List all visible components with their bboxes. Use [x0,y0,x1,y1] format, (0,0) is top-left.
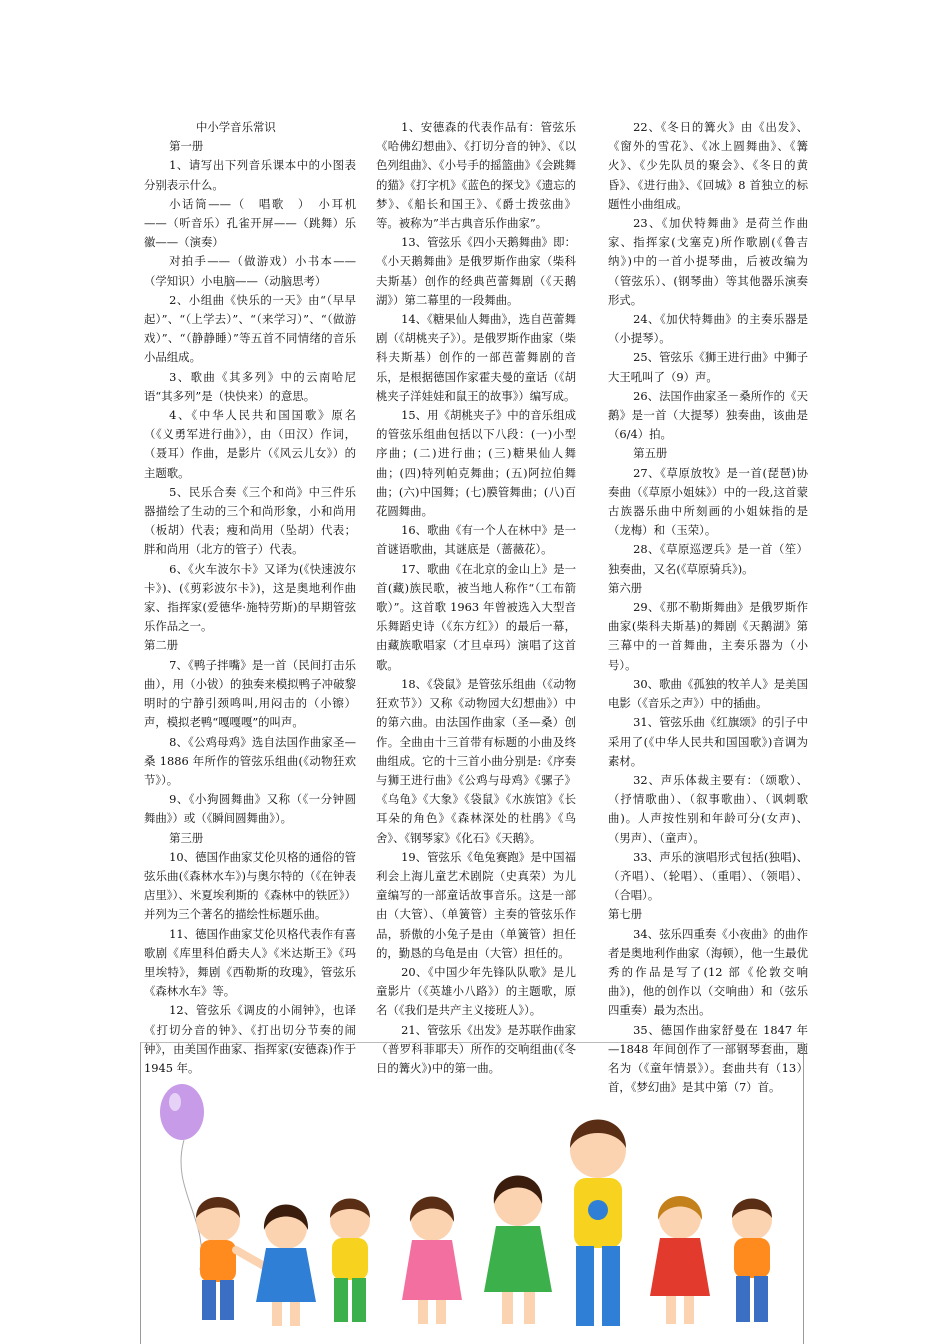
child-figure [732,1199,772,1323]
children-illustration [140,1070,804,1344]
col3-paragraph: 第六册 [608,580,643,595]
col1-paragraph: 小话筒——（ 唱歌 ） 小耳机——（听音乐）孔雀开屏——（跳舞）乐徽——（演奏） [144,196,356,250]
col1-paragraph: 3、歌曲《其多列》中的云南哈尼语“其多列”是（快快来）的意思。 [144,369,356,403]
child-figure [402,1197,462,1325]
child-figure [484,1176,552,1325]
col3-paragraph: 28、《草原巡逻兵》是一首（笙）独奏曲，又名(《草原骑兵》)。 [608,542,808,576]
col1-paragraph: 12、管弦乐《调皮的小闹钟》，也译《打切分音的钟》、《打出切分节奏的闹钟》，由美国作曲家、指挥家(安德森)作于 1945 年。 [144,1003,356,1075]
col3-paragraph: 27、《草原放牧》是一首(琵琶)协奏曲（《草原小姐妹》）中的一段,这首蒙古族器乐曲中所刻画的小姐妹指的是（龙梅）和（玉荣）。 [608,465,808,538]
child-figure [650,1196,710,1324]
col1-paragraph: 第一册 [169,139,204,154]
col1-paragraph: 7、《鸭子拌嘴》是一首（民间打击乐曲），用（小钹）的独奏来模拟鸭子冲破黎明时的宁静引颈鸣叫,用闷击的（小镲）声，模拟老鸭“嘎嘎嘎”的叫声。 [144,657,356,730]
col3-paragraph: 33、声乐的演唱形式包括(独唱)、（齐唱）、（轮唱）、（重唱）、（领唱）、（合唱）。 [608,849,808,903]
col3-paragraph: 第五册 [633,446,668,461]
col1-paragraph: 11、德国作曲家艾伦贝格代表作有喜歌剧《库里科伯爵夫人》《米达斯王》《玛里埃特》，舞剧《西勒斯的玫瑰》，管弦乐《森林水车》等。 [144,926,356,999]
col3-paragraph: 26、法国作曲家圣－桑所作的《天鹅》是一首（大提琴）独奏曲，该曲是（6/4）拍。 [608,388,808,442]
col1-paragraph: 10、德国作曲家艾伦贝格的通俗的管弦乐曲(《森林水车》)与奥尔特的（《在钟表店里》）、米夏埃利斯的《森林中的铁匠》）并列为三个著名的描绘性标题乐曲。 [144,849,356,922]
col3-paragraph: 24、《加伏特舞曲》的主奏乐器是（小提琴）。 [608,312,808,346]
col2-paragraph: 18、《袋鼠》是管弦乐组曲（《动物狂欢节》）又称《动物园大幻想曲》）中的第六曲。由法国作曲家（圣—桑）创作。全曲由十三首带有标题的小曲及终曲组成。它的十三首小曲分别是:《序奏与狮王进行曲》《公鸡与母鸡》《骡子》《乌龟》《大象》《袋鼠》《水族馆》《长耳朵的角色》《森林深处的杜鹃》《鸟舍》、《钢琴家》《化石》《天鹅》。 [376,676,576,845]
col2-paragraph: 21、管弦乐《出发》是苏联作曲家（普罗科菲耶夫）所作的交响组曲(《冬日的篝火》)中的第一曲。 [376,1022,576,1075]
col1-paragraph: 中小学音乐常识 [196,120,276,134]
col3-paragraph: 第七册 [608,907,643,922]
col1-paragraph: 8、《公鸡母鸡》选自法国作曲家圣—桑 1886 年所作的管弦乐组曲(《动物狂欢节》）。 [144,734,356,787]
col3-paragraph: 25、管弦乐《狮王进行曲》中狮子大王吼叫了（9）声。 [608,350,808,384]
col2-paragraph: 20、《中国少年先锋队队歌》是儿童影片（《英雄小八路》）的主题歌，原名（《我们是共产主义接班人》）。 [376,964,576,1018]
col2-paragraph: 13、管弦乐《四小天鹅舞曲》即：《小天鹅舞曲》是俄罗斯作曲家（柴科夫斯基）创作的经典芭蕾舞剧（《天鹅湖》）第二幕里的一段舞曲。 [376,235,576,307]
child-figure [196,1197,264,1320]
col3-paragraph: 32、声乐体裁主要有：（颂歌）、（抒情歌曲）、（叙事歌曲）、（讽刺歌曲)。人声按性别和年龄可分(女声)、（男声）、（童声）。 [608,772,808,845]
col1-paragraph: 第二册 [144,638,179,653]
col3-paragraph: 23、《加伏特舞曲》是荷兰作曲家、指挥家(戈塞克)所作歌剧(《鲁吉纳》)中的一首小提琴曲，后被改编为（管弦乐）、(钢琴曲）等其他器乐演奏形式。 [608,216,808,307]
col1-paragraph: 1、请写出下列音乐课本中的小图表分别表示什么。 [144,158,356,192]
col1-paragraph: 9、《小狗圆舞曲》又称（《一分钟圆舞曲》）或（《瞬间圆舞曲》）。 [144,792,356,826]
col3-paragraph: 35、德国作曲家舒曼在 1847 年—1848 年间创作了一部钢琴套曲，题名为（《童年情景》）。套曲共有（13）首，《梦幻曲》是其中第（7）首。 [608,1022,808,1095]
child-figure [330,1199,370,1323]
col3-paragraph: 22、《冬日的篝火》由《出发》、《窗外的雪花》、《冰上圆舞曲》、《篝火》、《少先队员的聚会》、《冬日的黄昏》、《进行曲》、《回城》8 首独立的标题性小曲组成。 [608,120,808,211]
col1-paragraph: 第三册 [169,830,204,845]
col1-paragraph: 6、《火车波尔卡》又译为(《快速波尔卡》)、(《剪彩波尔卡》)，这是奥地利作曲家、指挥家(爱德华·施特劳斯)的早期管弦乐作品之一。 [144,561,356,634]
col2-paragraph: 15、用《胡桃夹子》中的音乐组成的管弦乐组曲包括以下八段：(一)小型序曲；(二)进行曲；(三)糖果仙人舞曲；(四)特列帕克舞曲；(五)阿拉伯舞曲；(六)中国舞；(七)膜管舞曲；(八)百花圆舞曲。 [376,408,576,519]
column-middle [376,118,576,1078]
col3-paragraph: 31、管弦乐曲《红旗颂》的引子中采用了(《中华人民共和国国歌》)音调为素材。 [608,715,808,768]
col3-paragraph: 29、《那不勒斯舞曲》是俄罗斯作曲家(柴科夫斯基)的舞剧《天鹅湖》第三幕中的一首舞曲，主奏乐器为（小号）。 [608,600,808,672]
col3-paragraph: 34、弦乐四重奏《小夜曲》的曲作者是奥地利作曲家（海顿），他一生最优秀的作品是写了(12 部《伦敦交响曲》)，他的创作以（交响曲）和（弦乐四重奏）最为杰出。 [608,926,808,1018]
col1-paragraph: 2、小组曲《快乐的一天》由“（早早起）”、“（上学去）”、“（来学习）”、“（做游戏）”、“（静静睡）”等五首不同情绪的音乐小品组成。 [144,292,356,365]
col2-paragraph: 16、歌曲《有一个人在林中》是一首谜语歌曲，其谜底是（蔷薇花）。 [376,523,576,557]
col2-paragraph: 19、管弦乐《龟兔赛跑》是中国福利会上海儿童艺术剧院（史真荣）为儿童编写的一部童话故事音乐。这是一部由（大管）、（单簧管）主奏的管弦乐作品，骄傲的小兔子是由（单簧管）担任的，勤恳的乌龟是由（大管）担任的。 [376,849,576,960]
column-right [608,118,808,1097]
child-figure [570,1120,626,1327]
col3-paragraph: 30、歌曲《孤独的牧羊人》是美国电影（《音乐之声》）中的插曲。 [608,676,808,711]
child-figure [256,1205,316,1327]
balloon-icon [160,1084,204,1270]
col2-paragraph: 14、《糖果仙人舞曲》，选自芭蕾舞剧（《胡桃夹子》）。是俄罗斯作曲家（柴科夫斯基）创作的一部芭蕾舞剧的音乐，是根据德国作家霍夫曼的童话（《胡桃夹子洋娃娃和鼠王的故事》）编写成。 [376,312,576,403]
column-left [144,118,356,1078]
col2-paragraph: 1、安德森的代表作品有：管弦乐《哈佛幻想曲》、《打切分音的钟》、《以色列组曲》、《小号手的摇篮曲》《会跳舞的猫》《打字机》《蓝色的探戈》《遗忘的梦》、《船长和国王》、《爵士拨弦曲》等。被称为”半古典音乐作曲家”。 [376,120,576,231]
col1-paragraph: 4、《中华人民共和国国歌》原名（《义勇军进行曲》），由（田汉）作词，（聂耳）作曲，是影片（《风云儿女》）的主题歌。 [144,408,356,480]
col1-paragraph: 5、民乐合奏《三个和尚》中三件乐器描绘了生动的三个和尚形象，小和尚用（板胡）代表；瘦和尚用（坠胡）代表；胖和尚用（北方的管子）代表。 [144,484,356,557]
col1-paragraph: 对拍手——（做游戏）小书本——（学知识）小电脑——（动脑思考） [144,254,356,288]
col2-paragraph: 17、歌曲《在北京的金山上》是一首(藏)族民歌，被当地人称作“（工布箭歌）”。这首歌 1963 年曾被选入大型音乐舞蹈史诗（《东方红》）的最后一幕，由藏族歌唱家（才旦卓玛）演唱了这首歌。 [376,561,576,672]
